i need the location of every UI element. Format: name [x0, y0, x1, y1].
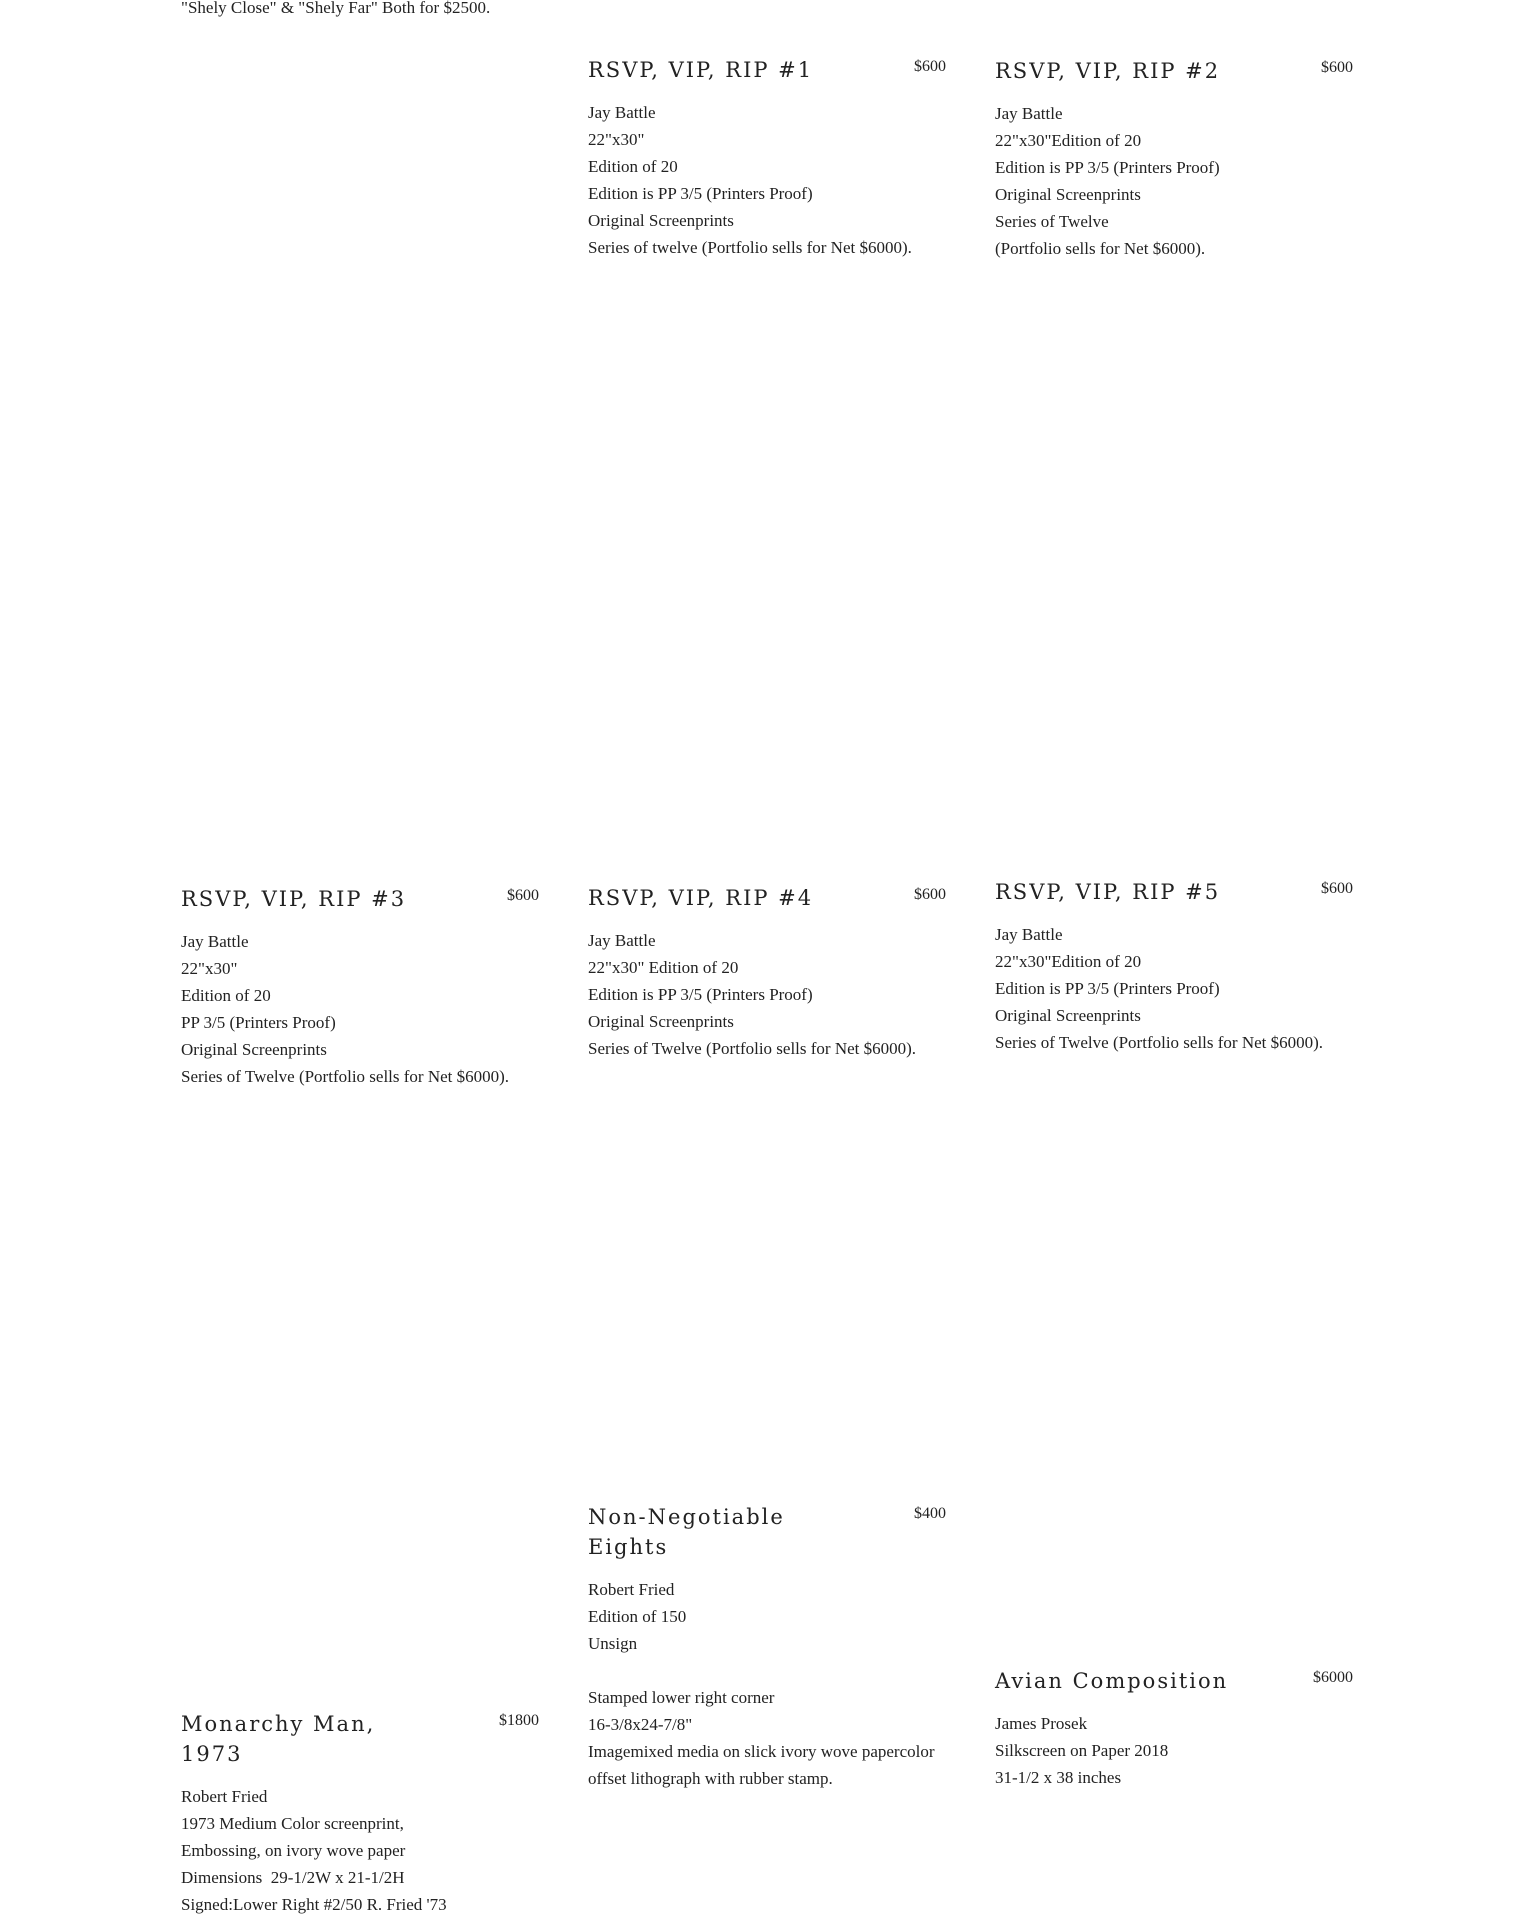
artwork-detail-line: offset lithograph with rubber stamp. [588, 1769, 833, 1788]
artwork-detail-line: (Portfolio sells for Net $6000). [995, 239, 1206, 258]
artwork-artist: Jay Battle [995, 104, 1063, 123]
artwork-details [181, 928, 539, 1090]
artwork-detail-line: PP 3/5 (Printers Proof) [181, 1013, 336, 1032]
artwork-detail-line: Unsign [588, 1634, 638, 1653]
artwork-price: $6000 [1313, 1669, 1353, 1686]
artwork-detail-line: Original Screenprints [588, 211, 734, 230]
artwork-card-avian-composition [995, 1666, 1353, 1791]
artwork-detail-line: 1973 Medium Color screenprint, [181, 1814, 404, 1833]
artwork-price: $400 [914, 1505, 946, 1522]
artwork-detail-line: Dimensions 29-1/2W x 21-1/2H [181, 1868, 405, 1887]
artwork-detail-line: Edition is PP 3/5 (Printers Proof) [588, 985, 813, 1004]
artwork-price: $600 [914, 58, 946, 75]
artwork-artist: Jay Battle [588, 931, 656, 950]
artwork-detail-line: 22"x30"Edition of 20 [995, 131, 1142, 150]
artwork-detail-spacer [588, 1657, 946, 1684]
artwork-artist: Jay Battle [588, 103, 656, 122]
artwork-title[interactable]: Non-Negotiable Eights [588, 1505, 785, 1559]
artwork-details [588, 927, 946, 1062]
artwork-detail-line: Edition is PP 3/5 (Printers Proof) [588, 184, 813, 203]
artwork-card-monarchy-man [181, 1709, 539, 1918]
artwork-detail-line: Imagemixed media on slick ivory wove papercolor [588, 1742, 935, 1761]
artwork-detail-line: 31-1/2 x 38 inches [995, 1768, 1122, 1787]
artwork-detail-line: Series of Twelve (Portfolio sells for Net $6000). [588, 1039, 917, 1058]
artwork-card-rsvp-5 [995, 877, 1353, 1056]
artwork-detail-line: 22"x30"Edition of 20 [995, 952, 1142, 971]
artwork-title[interactable]: Avian Composition [995, 1669, 1229, 1693]
artwork-detail-line: Signed:Lower Right #2/50 R. Fried '73 [181, 1895, 447, 1914]
artwork-detail-line: 22"x30" [588, 130, 645, 149]
artwork-detail-line: 22"x30" [181, 959, 238, 978]
artwork-artist: Robert Fried [588, 1580, 675, 1599]
intro-text: "Shely Close" & "Shely Far" Both for $2500. [181, 0, 491, 17]
artwork-detail-line: Edition is PP 3/5 (Printers Proof) [995, 158, 1220, 177]
artwork-price: $600 [914, 886, 946, 903]
artwork-detail-line: Edition of 20 [588, 157, 678, 176]
artwork-price: $600 [507, 887, 539, 904]
artwork-card-rsvp-1 [588, 55, 946, 261]
artwork-detail-line: Series of Twelve (Portfolio sells for Net $6000). [995, 1033, 1324, 1052]
artwork-details [995, 1710, 1353, 1791]
artwork-card-rsvp-2 [995, 56, 1353, 262]
artwork-title[interactable]: RSVP, VIP, RIP #3 [181, 887, 407, 911]
artwork-details [588, 1576, 946, 1792]
artwork-artist: Jay Battle [181, 932, 249, 951]
artwork-details [181, 1783, 539, 1918]
artwork-detail-line: Series of Twelve [995, 212, 1109, 231]
artwork-artist: Robert Fried [181, 1787, 268, 1806]
artwork-detail-line: 22"x30" Edition of 20 [588, 958, 739, 977]
artwork-detail-line: Edition of 20 [181, 986, 271, 1005]
artwork-detail-line: Edition is PP 3/5 (Printers Proof) [995, 979, 1220, 998]
artwork-detail-line: Series of Twelve (Portfolio sells for Net $6000). [181, 1067, 510, 1086]
artwork-title[interactable]: RSVP, VIP, RIP #1 [588, 58, 814, 82]
artwork-title[interactable]: Monarchy Man, 1973 [181, 1712, 376, 1766]
artwork-title[interactable]: RSVP, VIP, RIP #5 [995, 880, 1221, 904]
artwork-detail-line: Edition of 150 [588, 1607, 687, 1626]
artwork-price: $1800 [499, 1712, 539, 1729]
artwork-title[interactable]: RSVP, VIP, RIP #4 [588, 886, 814, 910]
artwork-detail-line: Series of twelve (Portfolio sells for Net $6000). [588, 238, 912, 257]
artwork-card-rsvp-3 [181, 884, 539, 1090]
artwork-detail-line: 16-3/8x24-7/8" [588, 1715, 693, 1734]
artwork-card-rsvp-4 [588, 883, 946, 1062]
artwork-card-non-negotiable-eights [588, 1502, 946, 1792]
artwork-detail-line: Silkscreen on Paper 2018 [995, 1741, 1169, 1760]
artwork-detail-line: Original Screenprints [995, 1006, 1141, 1025]
artwork-details [995, 100, 1353, 262]
artwork-detail-line: Stamped lower right corner [588, 1688, 775, 1707]
artwork-detail-line: Original Screenprints [995, 185, 1141, 204]
artwork-artist: Jay Battle [995, 925, 1063, 944]
artwork-price: $600 [1321, 880, 1353, 897]
artwork-price: $600 [1321, 59, 1353, 76]
artwork-artist: James Prosek [995, 1714, 1088, 1733]
artwork-details [588, 99, 946, 261]
artwork-detail-line: Original Screenprints [181, 1040, 327, 1059]
artwork-detail-line: Original Screenprints [588, 1012, 734, 1031]
artwork-title[interactable]: RSVP, VIP, RIP #2 [995, 59, 1221, 83]
artwork-details [995, 921, 1353, 1056]
artwork-detail-line: Embossing, on ivory wove paper [181, 1841, 406, 1860]
